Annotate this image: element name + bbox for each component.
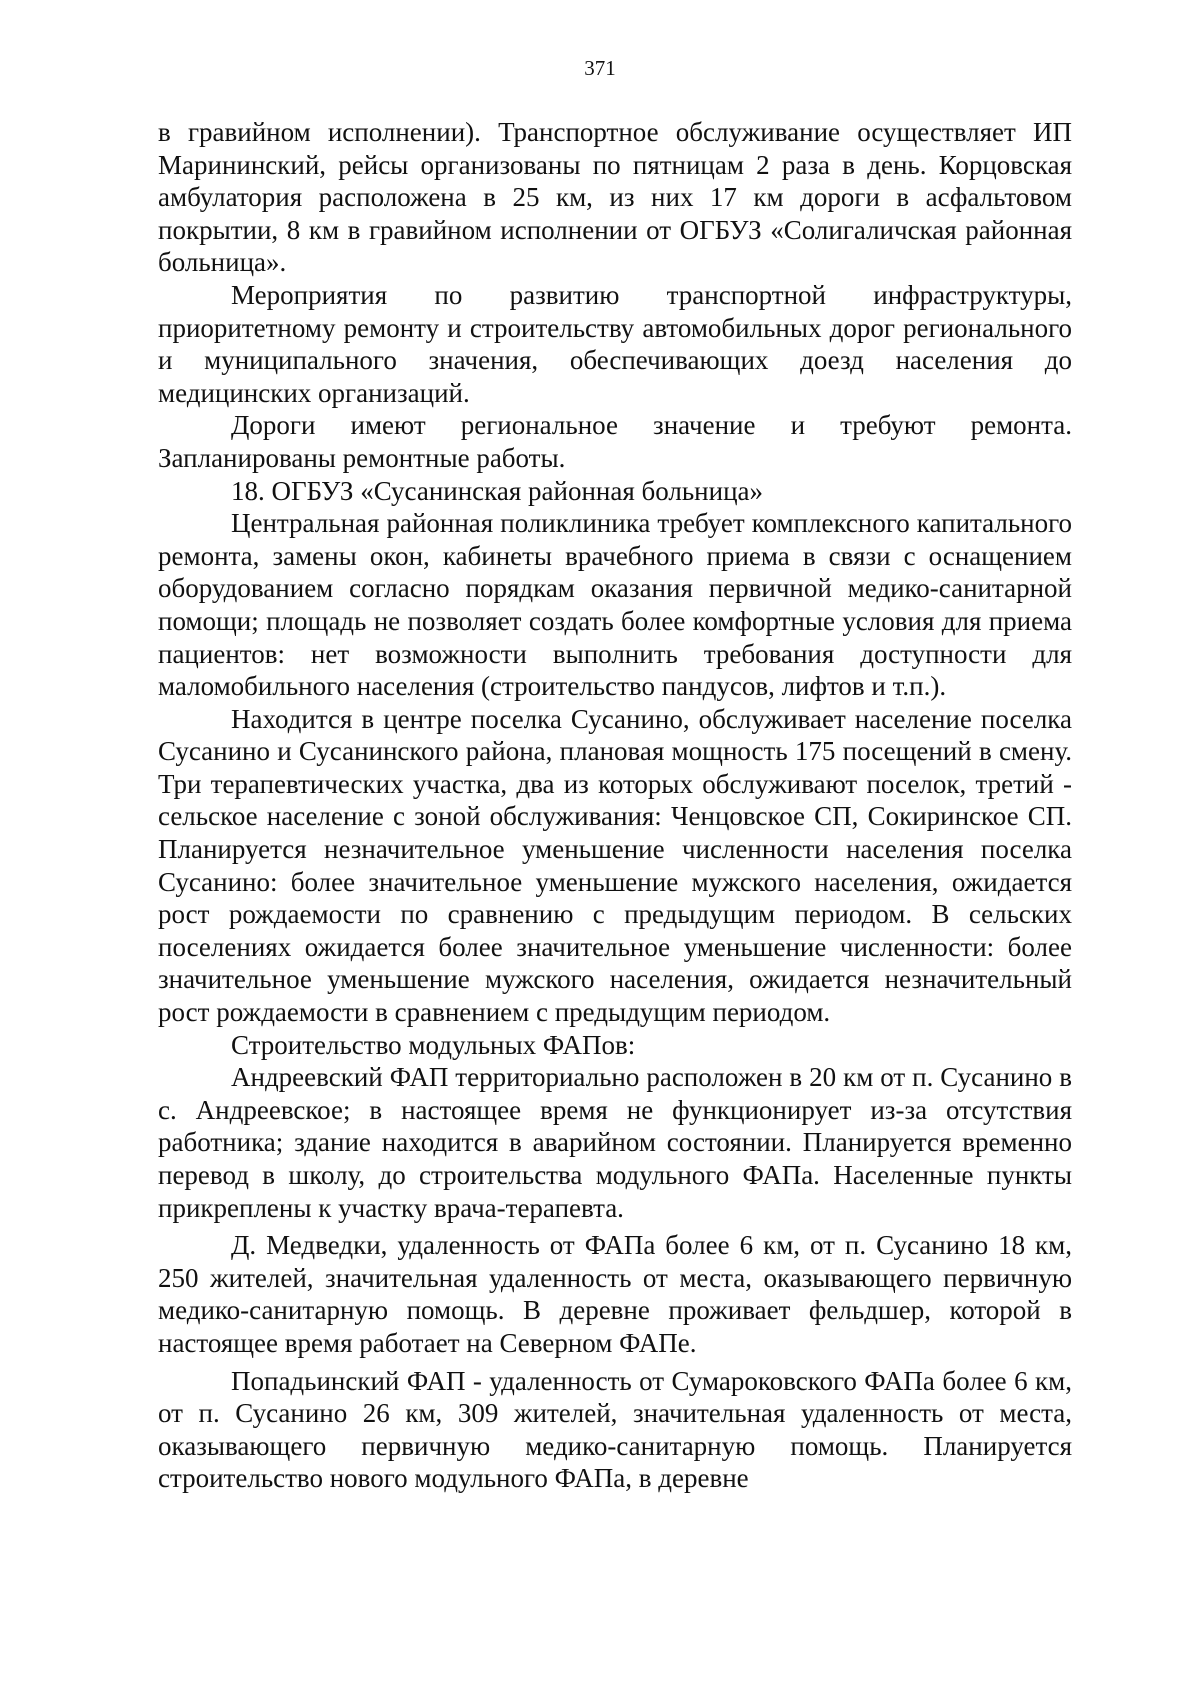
paragraph-polyclinic: Центральная районная поликлиника требует комплексного капитального ремонта, замены окон, кабинеты врачебного приема в связи с оснащением оборудованием согласно порядкам оказания первичной медико-санитарной помощи; площадь не позволяет создать более комфортные условия для приема пациентов: нет возможности выполнить требования доступности для маломобильного населения (строительство пандусов, лифтов и т.п.). [158, 508, 1072, 702]
paragraph-andreevsky-fap: Андреевский ФАП территориально расположен в 20 км от п. Сусанино в с. Андреевское; в настоящее время не функционирует из-за отсутствия работника; здание находится в аварийном состоянии. Планируется временно перевод в школу, до строительства модульного ФАПа. Населенные пункты прикреплены к участку врача-терапевта. [158, 1062, 1072, 1223]
paragraph-medvedki: Д. Медведки, удаленность от ФАПа более 6 км, от п. Сусанино 18 км, 250 жителей, значительная удаленность от места, оказывающего первичную медико-санитарную помощь. В деревне проживает фельдшер, которой в настоящее время работает на Северном ФАПе. [158, 1230, 1072, 1358]
page-number: 371 [584, 56, 616, 80]
paragraph-popadyinsky-fap: Попадьинский ФАП - удаленность от Сумароковского ФАПа более 6 км, от п. Сусанино 26 км, 309 жителей, значительная удаленность от места, оказывающего первичную медико-санитарную помощь. Планируется строительство нового модульного ФАПа, в деревне [158, 1365, 1072, 1494]
paragraph-transport-service: в гравийном исполнении). Транспортное обслуживание осуществляет ИП Марининский, рейсы организованы по пятницам 2 раза в день. Корцовская амбулатория расположена в 25 км, из них 17 км дороги в асфальтовом покрытии, 8 км в гравийном исполнении от ОГБУЗ «Солигаличская районная больница». [158, 117, 1072, 278]
paragraph-location-population: Находится в центре поселка Сусанино, обслуживает население поселка Сусанино и Сусанинского района, плановая мощность 175 посещений в смену. Три терапевтических участка, два из которых обслуживают поселок, третий - сельское население с зоной обслуживания: Ченцовское СП, Сокиринское СП. Планируется незначительное уменьшение численности населения поселка Сусанино: более значительное уменьшение мужского населения, ожидается рост рождаемости по сравнению с предыдущим периодом. В сельских поселениях ожидается более значительное уменьшение численности: более значительное уменьшение мужского населения, ожидается незначительный рост рождаемости в сравнением с предыдущим периодом. [158, 703, 1072, 1028]
document-body [158, 116, 1072, 1495]
paragraph-infrastructure-measures: Мероприятия по развитию транспортной инфраструктуры, приоритетному ремонту и строительству автомобильных дорог регионального и муниципального значения, обеспечивающих доезд населения до медицинских организаций. [158, 279, 1072, 408]
paragraph-roads: Дороги имеют региональное значение и требуют ремонта. Запланированы ремонтные работы. [158, 410, 1072, 473]
paragraph-modular-fap-heading: Строительство модульных ФАПов: [231, 1029, 636, 1060]
section-heading-susanino-hospital: 18. ОГБУЗ «Сусанинская районная больница» [231, 475, 764, 506]
